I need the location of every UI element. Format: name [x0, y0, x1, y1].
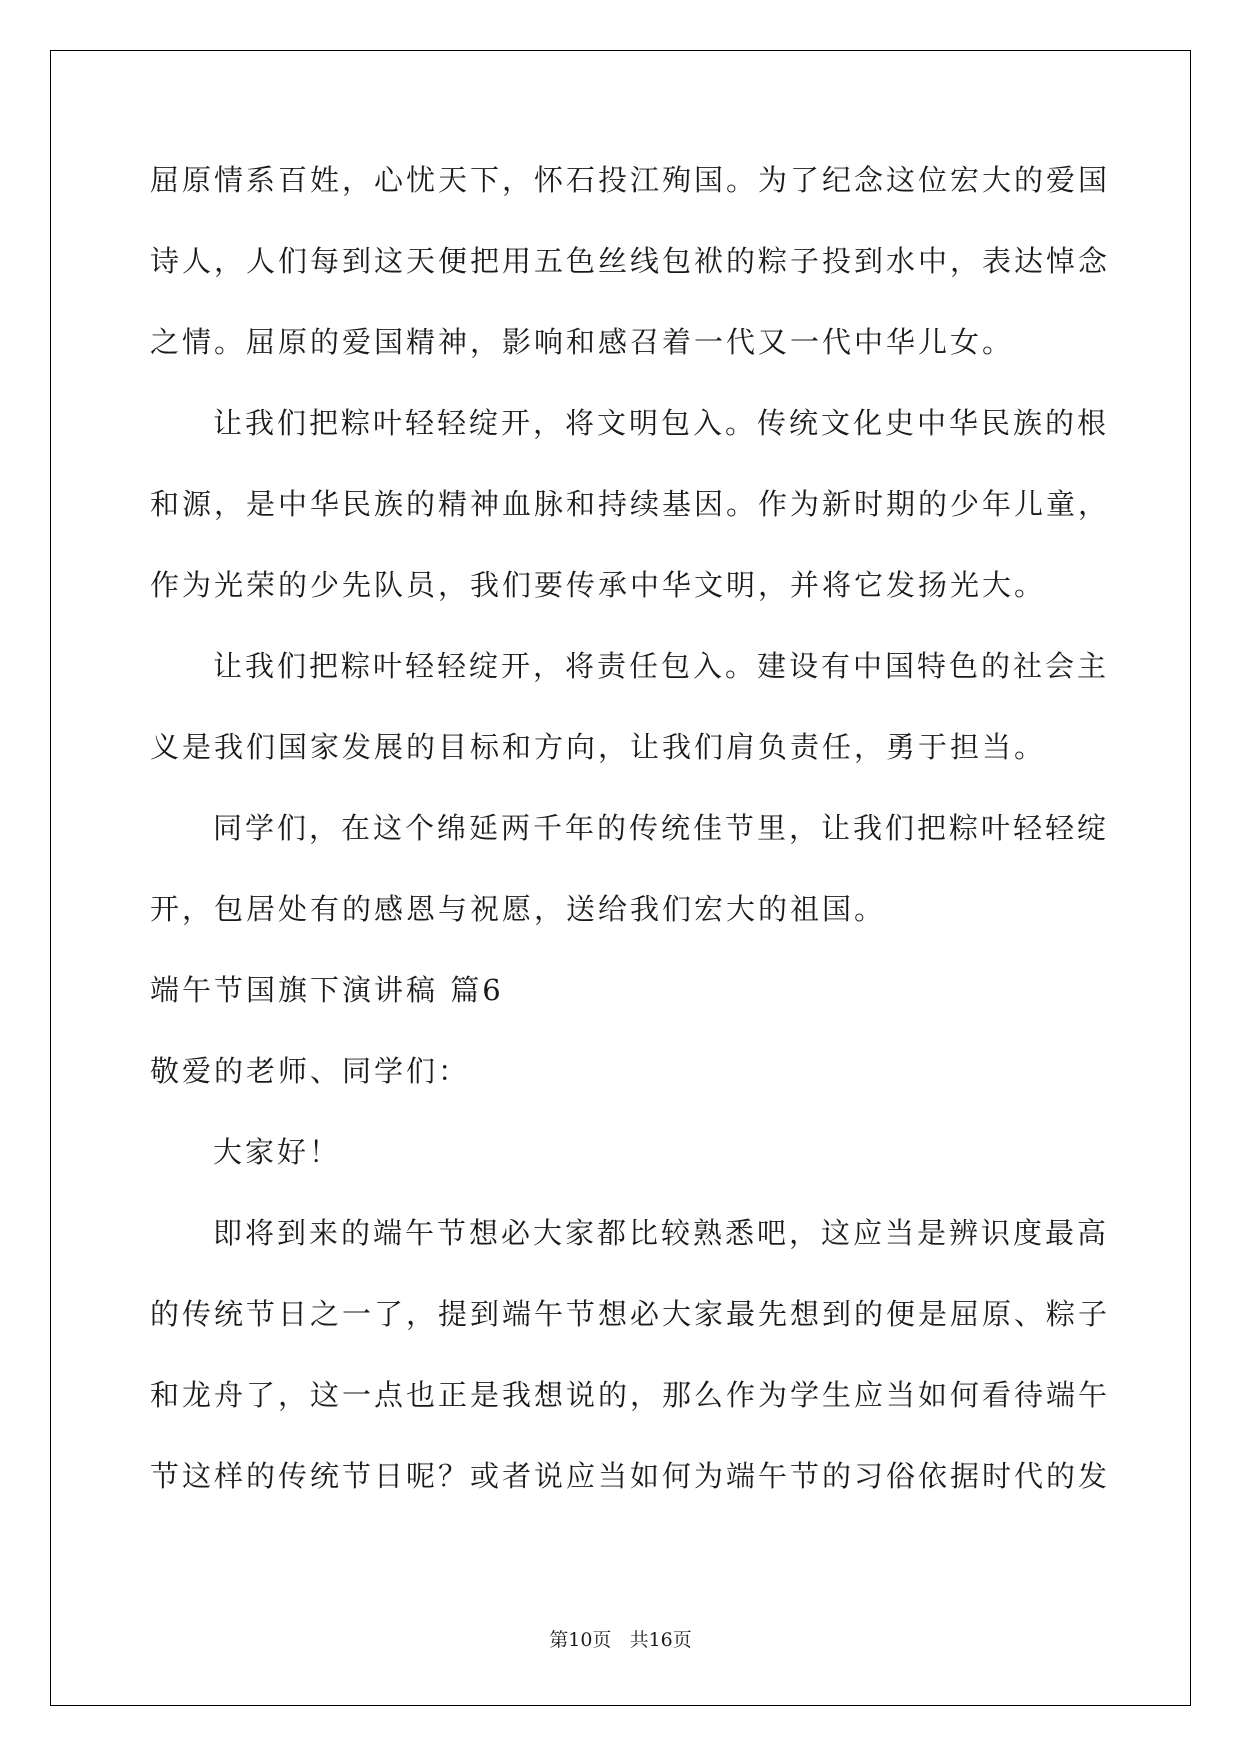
paragraph-line: 让我们把粽叶轻轻绽开，将文明包入。传统文化史中华民族的根 [213, 406, 1110, 440]
paragraph-line: 大家好！ [213, 1135, 342, 1169]
paragraph-line: 和龙舟了，这一点也正是我想说的，那么作为学生应当如何看待端午 [150, 1378, 1111, 1412]
paragraph-line: 开，包居处有的感恩与祝愿，送给我们宏大的祖国。 [150, 892, 887, 926]
paragraph-line: 之情。屈原的爱国精神，影响和感召着一代又一代中华儿女。 [150, 325, 1015, 359]
paragraph-line: 敬爱的老师、同学们： [150, 1054, 471, 1088]
paragraph-line: 端午节国旗下演讲稿 篇6 [150, 973, 504, 1007]
paragraph-line: 屈原情系百姓，心忧天下，怀石投江殉国。为了纪念这位宏大的爱国 [150, 163, 1111, 197]
paragraph-line: 诗人，人们每到这天便把用五色丝线包袱的粽子投到水中，表达悼念 [150, 244, 1111, 278]
page-total: 共16页 [629, 1629, 692, 1651]
paragraph-line: 义是我们国家发展的目标和方向，让我们肩负责任，勇于担当。 [150, 730, 1047, 764]
paragraph-line: 和源，是中华民族的精神血脉和持续基因。作为新时期的少年儿童， [150, 487, 1111, 521]
document-body [150, 158, 1111, 1535]
page-number: 第10页 [549, 1629, 612, 1651]
paragraph-line: 作为光荣的少先队员，我们要传承中华文明，并将它发扬光大。 [150, 568, 1047, 602]
paragraph-line: 让我们把粽叶轻轻绽开，将责任包入。建设有中国特色的社会主 [213, 649, 1110, 683]
paragraph-line: 即将到来的端午节想必大家都比较熟悉吧，这应当是辨识度最高 [213, 1216, 1110, 1250]
paragraph-line: 同学们，在这个绵延两千年的传统佳节里，让我们把粽叶轻轻绽 [213, 811, 1110, 845]
page-footer [0, 1625, 1241, 1652]
paragraph-line: 的传统节日之一了，提到端午节想必大家最先想到的便是屈原、粽子 [150, 1297, 1111, 1331]
paragraph-line: 节这样的传统节日呢？或者说应当如何为端午节的习俗依据时代的发 [150, 1459, 1111, 1493]
